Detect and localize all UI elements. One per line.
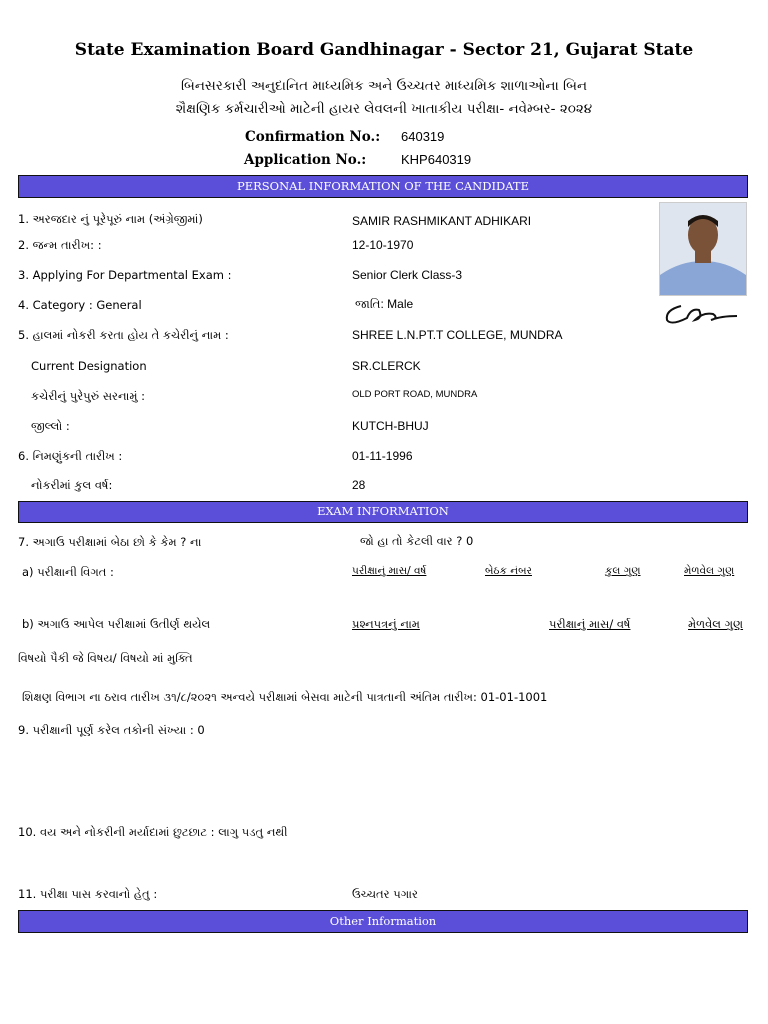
q7a-col-obtained-marks: મેળવેલ ગુણ <box>684 565 735 577</box>
dob-value: 12-10-1970 <box>352 238 414 252</box>
service-years-value: 28 <box>352 478 366 492</box>
eligibility-text: શિક્ષણ વિભાગ ના ઠરાવ તારીખ ૩૧/૮/૨૦૨૧ અન્વયે પરીક્ષામાં બેસવા માટેની પાત્રતાની અંતિમ તારીખ: 01-01-1001 <box>22 690 548 704</box>
office-value: SHREE L.N.PT.T COLLEGE, MUNDRA <box>352 328 563 342</box>
service-years-label: નોકરીમાં કુલ વર્ષ: <box>31 478 113 492</box>
exam-applied-value: Senior Clerk Class-3 <box>352 268 463 282</box>
q9-attempts: 9. પરીક્ષાની પૂર્ણ કરેલ તકોની સંખ્યા : 0 <box>18 723 205 737</box>
q7a-label: a) પરીક્ષાની વિગત : <box>22 565 114 579</box>
q11-label: 11. પરીક્ષા પાસ કરવાનો હેતુ : <box>18 887 158 901</box>
office-label: 5. હાલમાં નોકરી કરતા હોય તે કચેરીનું નામ : <box>18 328 229 342</box>
dob-label: 2. જન્મ તારીખ: : <box>18 238 102 252</box>
candidate-photo <box>659 202 747 296</box>
address-label: કચેરીનું પુરેપુરું સરનામું : <box>31 389 146 403</box>
subtitle-line-2: શૈક્ષણિક કર્મચારીઓ માટેની હાયર લેવલની ખાતાકીય પરીક્ષા- નવેમ્બર- ૨૦૨૪ <box>175 101 593 117</box>
q7a-col-total-marks: કુલ ગુણ <box>605 565 641 577</box>
q7a-col-month-year: પરીક્ષાનું માસ/ વર્ષ <box>352 565 427 577</box>
confirmation-label: Confirmation No.: <box>245 129 381 145</box>
exam-applied-label: 3. Applying For Departmental Exam : <box>18 268 232 282</box>
section-exam-header: EXAM INFORMATION <box>18 501 748 523</box>
q10-relaxation: 10. વય અને નોકરીની મર્યાદામાં છુટછાટ : લાગુ પડતુ નથી <box>18 825 288 839</box>
section-other-header: Other Information <box>18 910 748 933</box>
district-label: જીલ્લો : <box>31 419 70 433</box>
name-label: 1. અરજદાર નું પૂરેપૂરું નામ (અંગ્રેજીમાં) <box>18 212 203 226</box>
q7-label: 7. અગાઉ પરીક્ષામાં બેઠા છો કે કેમ ? ના <box>18 535 202 549</box>
designation-label: Current Designation <box>31 359 147 373</box>
appointment-value: 01-11-1996 <box>352 449 413 463</box>
q7b-label-2: વિષયો પૈકી જે વિષય/ વિષયો માં મુક્તિ <box>18 651 193 665</box>
application-label: Application No.: <box>244 152 367 168</box>
confirmation-value: 640319 <box>401 129 445 144</box>
q7b-label: b) અગાઉ આપેલ પરીક્ષામાં ઉતીર્ણ થયેલ <box>22 617 211 631</box>
q11-value: ઉચ્ચતર પગાર <box>352 887 418 901</box>
q7-times: જો હા તો કેટલી વાર ? 0 <box>360 534 474 548</box>
district-value: KUTCH-BHUJ <box>352 419 429 433</box>
section-personal-header: PERSONAL INFORMATION OF THE CANDIDATE <box>18 175 748 198</box>
subtitle-line-1: બિનસરકારી અનુદાનિત માધ્યમિક અને ઉચ્ચતર માધ્યમિક શાળાઓના બિન <box>180 78 587 94</box>
page-title: State Examination Board Gandhinagar - Sector 21, Gujarat State <box>74 40 694 60</box>
q7a-col-seat-no: બેઠક નંબર <box>485 565 532 577</box>
application-value: KHP640319 <box>401 152 472 167</box>
candidate-signature <box>659 296 745 330</box>
q7b-col-obtained-marks: મેળવેલ ગુણ <box>688 617 744 631</box>
q7b-col-month-year: પરીક્ષાનું માસ/ વર્ષ <box>549 617 631 631</box>
gender-value: જાતિ: Male <box>355 297 414 311</box>
q7b-col-paper-name: પ્રશ્નપત્રનું નામ <box>352 617 420 631</box>
category-label: 4. Category : General <box>18 298 142 312</box>
appointment-label: 6. નિમણુંકની તારીખ : <box>18 449 123 463</box>
name-value: SAMIR RASHMIKANT ADHIKARI <box>352 214 532 228</box>
designation-value: SR.CLERCK <box>352 359 421 373</box>
address-value: OLD PORT ROAD, MUNDRA <box>352 389 478 400</box>
